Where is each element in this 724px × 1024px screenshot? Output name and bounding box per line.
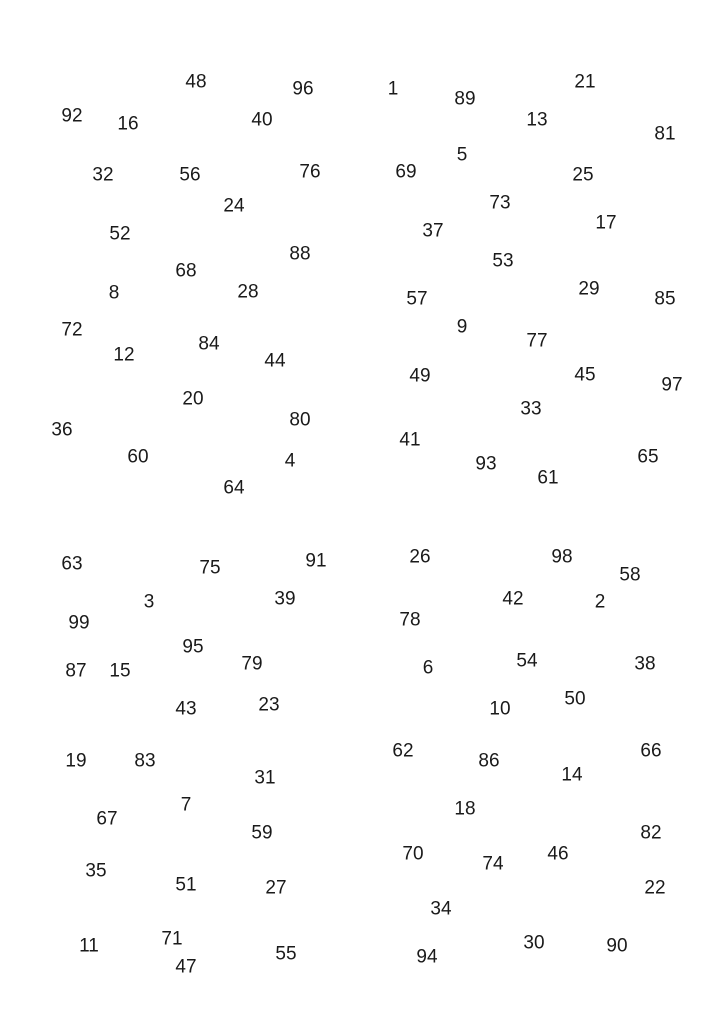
- number: 79: [241, 653, 263, 675]
- number: 45: [574, 364, 596, 386]
- number: 39: [274, 588, 296, 610]
- number: 97: [661, 374, 683, 396]
- number: 50: [564, 688, 586, 710]
- number: 12: [113, 344, 135, 366]
- number: 40: [251, 109, 273, 131]
- number: 55: [275, 943, 297, 965]
- number: 23: [258, 694, 280, 716]
- number: 15: [109, 660, 131, 682]
- number: 13: [526, 109, 548, 131]
- number: 53: [492, 250, 514, 272]
- number: 56: [179, 164, 201, 186]
- number: 8: [108, 282, 120, 304]
- number: 99: [68, 612, 90, 634]
- number: 37: [422, 220, 444, 242]
- number: 74: [482, 853, 504, 875]
- number: 29: [578, 278, 600, 300]
- number: 96: [292, 78, 314, 100]
- number: 2: [594, 591, 606, 613]
- number: 1: [387, 78, 399, 100]
- number: 80: [289, 409, 311, 431]
- number: 73: [489, 192, 511, 214]
- number: 98: [551, 546, 573, 568]
- number: 22: [644, 877, 666, 899]
- number: 48: [185, 71, 207, 93]
- number: 84: [198, 333, 220, 355]
- number: 18: [454, 798, 476, 820]
- number: 78: [399, 609, 421, 631]
- number: 51: [175, 874, 197, 896]
- number: 33: [520, 398, 542, 420]
- number: 69: [395, 161, 417, 183]
- number: 46: [547, 843, 569, 865]
- number: 47: [175, 956, 197, 978]
- number: 54: [516, 650, 538, 672]
- number: 31: [254, 767, 276, 789]
- number: 82: [640, 822, 662, 844]
- number: 28: [237, 281, 259, 303]
- number: 35: [85, 860, 107, 882]
- number: 85: [654, 288, 676, 310]
- number: 92: [61, 105, 83, 127]
- number: 60: [127, 446, 149, 468]
- number: 61: [537, 467, 559, 489]
- number: 43: [175, 698, 197, 720]
- number: 57: [406, 288, 428, 310]
- number: 93: [475, 453, 497, 475]
- number: 87: [65, 660, 87, 682]
- number: 68: [175, 260, 197, 282]
- number: 88: [289, 243, 311, 265]
- number: 6: [422, 657, 434, 679]
- number: 52: [109, 223, 131, 245]
- number: 25: [572, 164, 594, 186]
- number: 72: [61, 319, 83, 341]
- number: 20: [182, 388, 204, 410]
- number: 30: [523, 932, 545, 954]
- number: 77: [526, 330, 548, 352]
- number: 91: [305, 550, 327, 572]
- number: 81: [654, 123, 676, 145]
- number: 14: [561, 764, 583, 786]
- number: 41: [399, 429, 421, 451]
- number: 21: [574, 71, 596, 93]
- number: 26: [409, 546, 431, 568]
- number: 38: [634, 653, 656, 675]
- number: 11: [79, 935, 99, 957]
- number: 83: [134, 750, 156, 772]
- number: 75: [199, 557, 221, 579]
- number: 90: [606, 935, 628, 957]
- number: 94: [416, 946, 438, 968]
- number: 27: [265, 877, 287, 899]
- number: 17: [595, 212, 617, 234]
- number: 7: [180, 794, 192, 816]
- number: 89: [454, 88, 476, 110]
- number: 3: [143, 591, 155, 613]
- number: 16: [117, 113, 139, 135]
- number: 49: [409, 365, 431, 387]
- number: 64: [223, 477, 245, 499]
- number: 65: [637, 446, 659, 468]
- number: 5: [456, 144, 468, 166]
- number: 62: [392, 740, 414, 762]
- number: 67: [96, 808, 118, 830]
- number: 66: [640, 740, 662, 762]
- number: 71: [161, 928, 183, 950]
- number: 9: [456, 316, 468, 338]
- number: 10: [489, 698, 511, 720]
- number: 19: [65, 750, 87, 772]
- number: 63: [61, 553, 83, 575]
- number: 86: [478, 750, 500, 772]
- number: 24: [223, 195, 245, 217]
- number: 36: [51, 419, 73, 441]
- number: 58: [619, 564, 641, 586]
- number: 32: [92, 164, 114, 186]
- number: 95: [182, 636, 204, 658]
- number: 70: [402, 843, 424, 865]
- number: 34: [430, 898, 452, 920]
- number: 42: [502, 588, 524, 610]
- number: 44: [264, 350, 286, 372]
- number: 76: [299, 161, 321, 183]
- number: 59: [251, 822, 273, 844]
- number: 4: [284, 450, 296, 472]
